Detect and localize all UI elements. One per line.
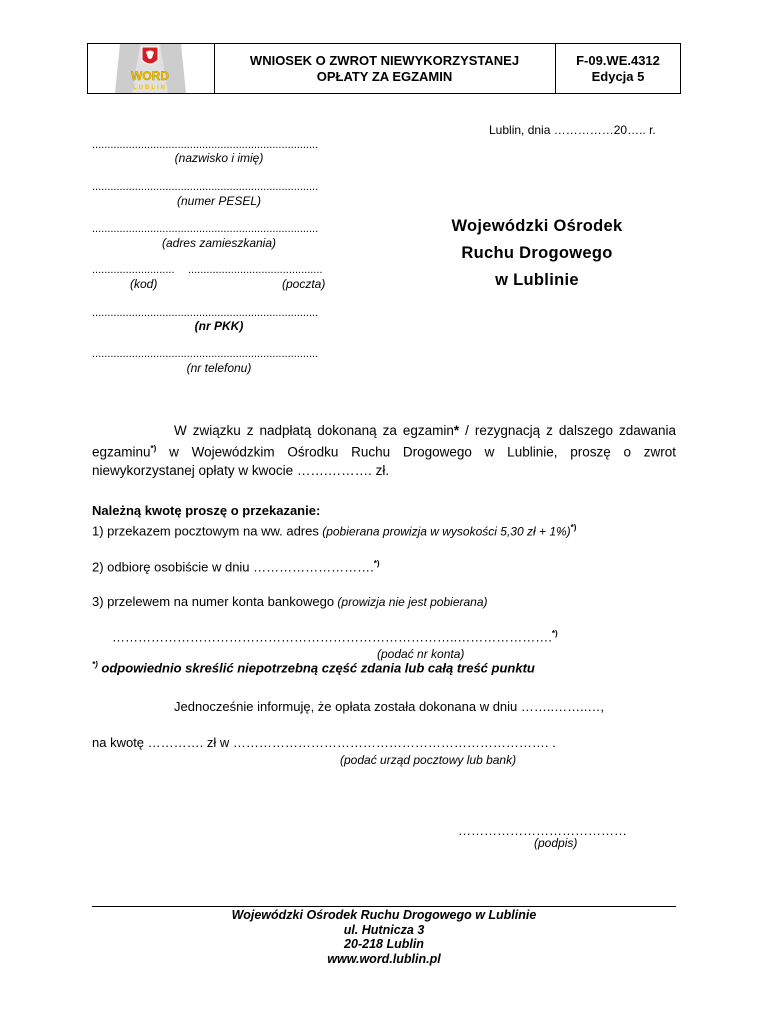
logo-cell <box>88 44 215 93</box>
option-bank-transfer[interactable]: 3) przelewem na numer konta bankowego (prowizja nie jest pobierana) <box>92 594 488 609</box>
account-number-dots[interactable]: ……………………………………………………………………..………………….*) <box>112 629 558 645</box>
payment-amount-line[interactable]: na kwotę …………. zł w ………………………………………………………………. . <box>92 735 556 750</box>
recipient-line2: Ruchu Drogowego <box>461 244 613 262</box>
form-code-number: F-09.WE.4312 <box>576 52 660 68</box>
option-postal-order[interactable]: 1) przekazem pocztowym na ww. adres (pobierana prowizja w wysokości 5,30 zł + 1%)*) <box>92 523 577 539</box>
recipient-line3: w Lublinie <box>495 271 579 289</box>
pesel-dots[interactable]: .......................................................................... <box>92 181 319 193</box>
form-title <box>214 44 556 93</box>
bank-label: (podać urząd pocztowy lub bank) <box>340 753 517 767</box>
form-code <box>556 44 680 93</box>
pkk-label: (nr PKK) <box>194 319 244 333</box>
footer-street: ul. Hutnicza 3 <box>343 922 425 937</box>
account-number-label: (podać nr konta) <box>377 647 465 661</box>
transfer-heading: Należną kwotę proszę o przekazanie: <box>92 503 321 518</box>
footer-divider <box>92 906 676 907</box>
postcode-dots[interactable]: ........................... <box>92 264 175 276</box>
form-header <box>87 43 681 94</box>
address-label: (adres zamieszkania) <box>161 236 277 250</box>
footnote: *) odpowiednio skreślić niepotrzebną część zdania lub całą treść punktu <box>92 660 535 676</box>
signature-label: (podpis) <box>534 836 578 850</box>
post-office-label: (poczta) <box>282 277 326 291</box>
form-title-line2: OPŁATY ZA EGZAMIN <box>316 68 453 84</box>
phone-dots[interactable]: .......................................................................... <box>92 348 319 360</box>
footer-city: 20-218 Lublin <box>344 937 424 951</box>
request-paragraph: W związku z nadpłatą dokonaną za egzamin* / rezygnacją z dalszego zdawania egzaminu*) w Wojewódzkim Ośrodku Ruchu Drogowego w Lublinie, proszę o zwrot niewykorzystanej opłaty w kwocie …….………. zł. <box>92 423 677 478</box>
svg-text:WORD: WORD <box>131 69 169 83</box>
word-lublin-logo <box>88 44 214 93</box>
name-label: (nazwisko i imię) <box>174 151 264 165</box>
option-personal-pickup[interactable]: 2) odbiorę osobiście w dniu ……………………….*) <box>92 559 380 575</box>
form-edition: Edycja 5 <box>591 68 645 84</box>
pesel-label: (numer PESEL) <box>176 194 262 208</box>
recipient-block <box>426 213 648 294</box>
phone-label: (nr telefonu) <box>186 361 252 375</box>
footer <box>92 908 676 966</box>
name-dots[interactable]: .......................................................................... <box>92 139 319 151</box>
svg-text:LUBLIN: LUBLIN <box>133 85 167 91</box>
form-title-line1: WNIOSEK O ZWROT NIEWYKORZYSTANEJ <box>249 52 520 68</box>
recipient-line1: Wojewódzki Ośrodek <box>451 217 623 235</box>
payment-date-line[interactable]: Jednocześnie informuję, że opłata została dokonana w dniu ……..……..…, <box>174 699 604 714</box>
postcode-label: (kod) <box>130 277 158 291</box>
footer-org-name: Wojewódzki Ośrodek Ruchu Drogowego w Lublinie <box>231 908 537 922</box>
pkk-dots[interactable]: .......................................................................... <box>92 307 319 319</box>
post-office-dots[interactable]: ............................................ <box>188 264 323 276</box>
footer-website[interactable]: www.word.lublin.pl <box>327 951 441 966</box>
date-line: Lublin, dnia ……………20….. r. <box>489 123 656 137</box>
signature-dots[interactable]: ………………………………… <box>458 823 627 838</box>
address-dots[interactable]: .......................................................................... <box>92 223 319 235</box>
